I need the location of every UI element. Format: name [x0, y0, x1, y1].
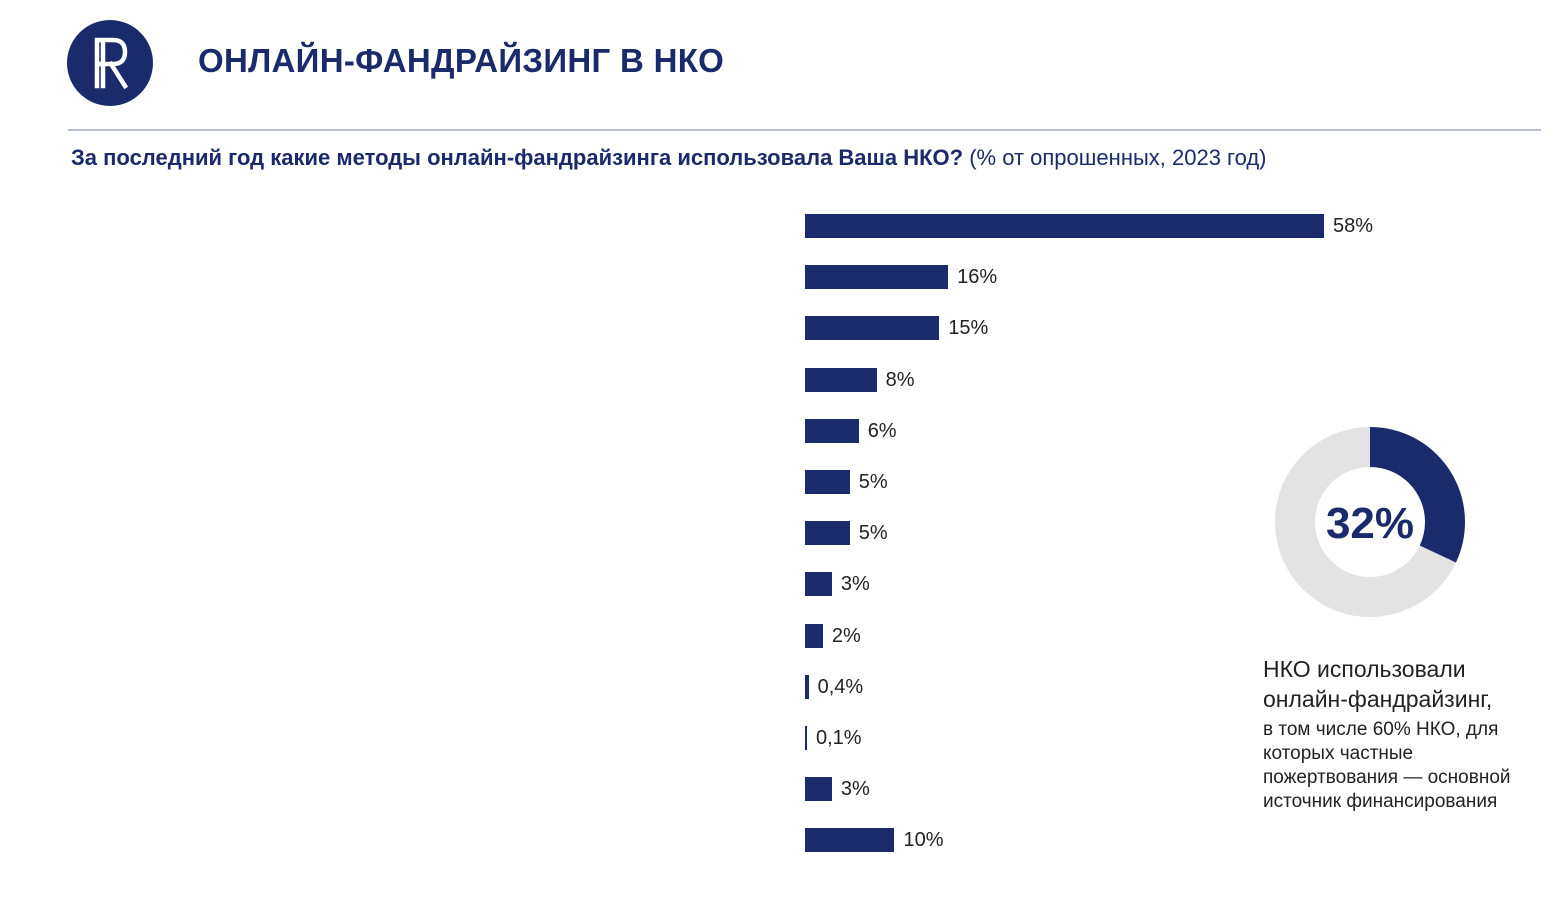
bar [805, 777, 832, 801]
page-title: ОНЛАЙН-ФАНДРАЙЗИНГ В НКО [198, 42, 725, 79]
bar-value-label: 16% [957, 266, 998, 289]
chart-question [71, 145, 1267, 171]
question-text: За последний год какие методы онлайн-фандрайзинга использовала Ваша НКО? [71, 145, 964, 170]
bar [805, 726, 807, 750]
question-note: (% от опрошенных, 2023 год) [969, 145, 1267, 170]
donut-caption-sub: в том числе 60% НКО, для которых частные пожертвования — основной источник финансирования [1263, 719, 1511, 812]
bar-value-label: 58% [1333, 215, 1374, 237]
bar [805, 572, 832, 596]
bar-value-label: 3% [840, 778, 870, 801]
bar [805, 214, 1324, 238]
bar-value-label: 15% [948, 317, 989, 340]
donut-chart [1272, 424, 1468, 620]
bar-value-label: 5% [858, 471, 888, 493]
bar-value-label: 8% [885, 368, 915, 391]
bar-value-label: 10% [903, 829, 944, 852]
bar-value-label: 0,1% [816, 727, 862, 749]
bar [805, 316, 939, 340]
donut-center-label: 32% [1325, 499, 1415, 548]
bar-value-label: 6% [867, 419, 897, 442]
bar-value-label: 3% [840, 573, 870, 596]
bar [805, 470, 850, 494]
bar [805, 624, 823, 648]
bar [805, 368, 877, 392]
bar [805, 521, 850, 545]
bar-value-label: 0,4% [817, 675, 864, 698]
bar [805, 675, 809, 699]
donut-caption-main: НКО использовали онлайн-фандрайзинг, [1263, 656, 1493, 712]
bar [805, 828, 894, 852]
donut-caption [1263, 654, 1548, 814]
hse-logo-icon [67, 20, 153, 106]
bar-value-label: 2% [831, 624, 861, 647]
bar [805, 419, 859, 443]
bar [805, 265, 948, 289]
bar-value-label: 5% [858, 522, 888, 545]
header-divider [68, 129, 1541, 131]
